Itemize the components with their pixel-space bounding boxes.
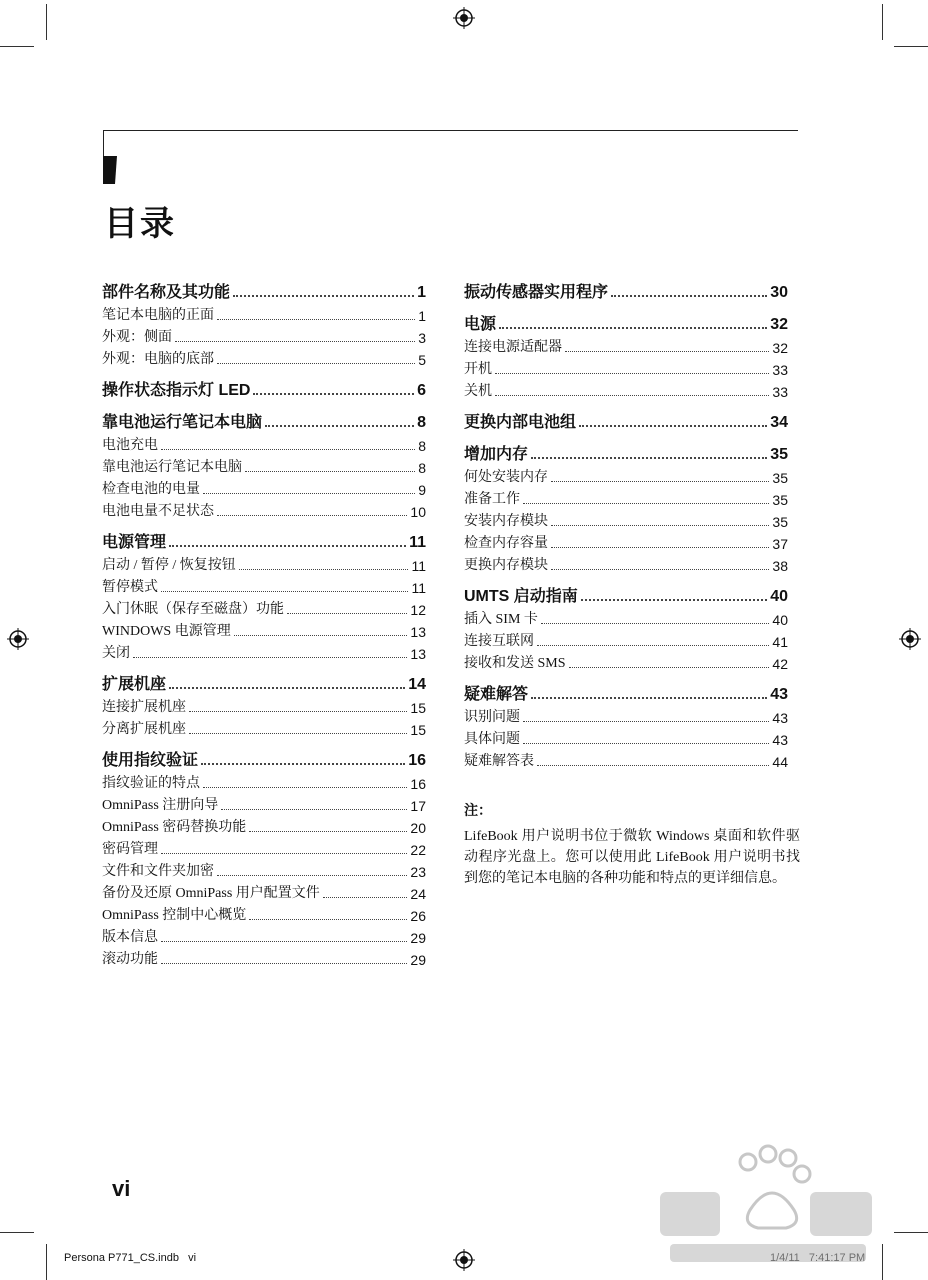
toc-entry-title: 分离扩展机座 bbox=[102, 722, 186, 737]
crop-mark bbox=[894, 1232, 928, 1233]
toc-entry-page: 15 bbox=[410, 700, 426, 716]
toc-leader-dots bbox=[531, 457, 767, 459]
toc-entry[interactable] bbox=[102, 302, 426, 324]
toc-section-page: 8 bbox=[417, 414, 426, 431]
toc-entry-page: 13 bbox=[410, 646, 426, 662]
toc-entry[interactable] bbox=[464, 650, 788, 672]
toc-leader-dots bbox=[537, 765, 769, 766]
toc-entry-page: 22 bbox=[410, 842, 426, 858]
toc-entry-title: 具体问题 bbox=[464, 732, 520, 747]
toc-entry[interactable] bbox=[464, 606, 788, 628]
toc-leader-dots bbox=[133, 657, 407, 658]
toc-entry-title: 识别问题 bbox=[464, 710, 520, 725]
toc-entry-title: 靠电池运行笔记本电脑 bbox=[102, 460, 242, 475]
toc-entry[interactable] bbox=[102, 694, 426, 716]
toc-leader-dots bbox=[565, 351, 769, 352]
toc-section-heading[interactable] bbox=[464, 310, 788, 334]
toc-leader-dots bbox=[239, 569, 409, 570]
toc-section-heading[interactable] bbox=[464, 408, 788, 432]
toc-section-heading[interactable] bbox=[102, 528, 426, 552]
toc-leader-dots bbox=[245, 471, 415, 472]
toc-entry-page: 35 bbox=[772, 492, 788, 508]
toc-entry[interactable] bbox=[102, 596, 426, 618]
toc-section-page: 14 bbox=[408, 676, 426, 693]
toc-entry-page: 42 bbox=[772, 656, 788, 672]
toc-entry[interactable] bbox=[102, 346, 426, 368]
watermark-logo-icon bbox=[650, 1140, 880, 1270]
registration-mark-icon bbox=[453, 1249, 475, 1271]
toc-entry[interactable] bbox=[102, 836, 426, 858]
toc-section-title: 更换内部电池组 bbox=[464, 414, 577, 431]
toc-entry-page: 29 bbox=[410, 952, 426, 968]
toc-entry-title: 备份及还原 OmniPass 用户配置文件 bbox=[102, 886, 320, 901]
toc-section-page: 40 bbox=[770, 588, 788, 605]
toc-leader-dots bbox=[234, 635, 408, 636]
toc-leader-dots bbox=[495, 395, 769, 396]
toc-entry-title: 连接扩展机座 bbox=[102, 700, 186, 715]
toc-section-page: 34 bbox=[770, 414, 788, 431]
toc-entry-page: 13 bbox=[410, 624, 426, 640]
toc-leader-dots bbox=[537, 645, 769, 646]
toc-entry[interactable] bbox=[464, 334, 788, 356]
toc-leader-dots bbox=[611, 295, 767, 297]
toc-entry[interactable] bbox=[102, 716, 426, 738]
toc-entry-page: 33 bbox=[772, 384, 788, 400]
toc-leader-dots bbox=[217, 515, 407, 516]
toc-entry-page: 9 bbox=[418, 482, 426, 498]
toc-entry-title: 更换内存模块 bbox=[464, 558, 548, 573]
toc-entry[interactable] bbox=[464, 378, 788, 400]
toc-leader-dots bbox=[523, 503, 769, 504]
toc-leader-dots bbox=[495, 373, 769, 374]
toc-entry-title: 安装内存模块 bbox=[464, 514, 548, 529]
toc-entry-page: 12 bbox=[410, 602, 426, 618]
toc-section-title: UMTS 启动指南 bbox=[464, 588, 578, 605]
toc-entry-title: 外观：电脑的底部 bbox=[102, 352, 214, 367]
page-title: 目录 bbox=[104, 204, 176, 244]
toc-section-heading[interactable] bbox=[102, 376, 426, 400]
toc-leader-dots bbox=[523, 721, 769, 722]
toc-entry[interactable] bbox=[102, 858, 426, 880]
toc-entry-page: 43 bbox=[772, 732, 788, 748]
toc-entry-title: 电池电量不足状态 bbox=[102, 504, 214, 519]
toc-entry[interactable] bbox=[102, 552, 426, 574]
toc-entry[interactable] bbox=[102, 946, 426, 968]
toc-entry-title: 开机 bbox=[464, 362, 492, 377]
toc-entry-page: 33 bbox=[772, 362, 788, 378]
toc-entry-title: 检查电池的电量 bbox=[102, 482, 200, 497]
crop-mark bbox=[882, 4, 883, 40]
toc-leader-dots bbox=[221, 809, 407, 810]
toc-entry[interactable] bbox=[102, 814, 426, 836]
toc-entry[interactable] bbox=[102, 902, 426, 924]
toc-leader-dots bbox=[217, 319, 415, 320]
toc-section-title: 电源 bbox=[464, 316, 497, 333]
toc-leader-dots bbox=[189, 733, 407, 734]
toc-section-page: 43 bbox=[770, 686, 788, 703]
toc-entry[interactable] bbox=[464, 552, 788, 574]
toc-section-title: 使用指纹验证 bbox=[102, 752, 199, 769]
toc-section-heading[interactable] bbox=[102, 278, 426, 302]
crop-mark bbox=[0, 46, 34, 47]
toc-leader-dots bbox=[161, 963, 407, 964]
toc-entry-title: WINDOWS 电源管理 bbox=[102, 624, 231, 639]
toc-entry-page: 37 bbox=[772, 536, 788, 552]
toc-leader-dots bbox=[161, 853, 407, 854]
toc-leader-dots bbox=[201, 763, 405, 765]
toc-leader-dots bbox=[551, 525, 769, 526]
crop-mark bbox=[0, 1232, 34, 1233]
toc-entry-title: 密码管理 bbox=[102, 842, 158, 857]
toc-entry-title: OmniPass 控制中心概览 bbox=[102, 908, 247, 923]
toc-entry-title: 连接电源适配器 bbox=[464, 340, 562, 355]
header-rule bbox=[103, 130, 798, 131]
toc-leader-dots bbox=[499, 327, 767, 329]
note-box bbox=[464, 800, 800, 889]
toc-leader-dots bbox=[175, 341, 415, 342]
toc-section-heading[interactable] bbox=[102, 408, 426, 432]
toc-section-title: 部件名称及其功能 bbox=[102, 284, 231, 301]
toc-entry[interactable] bbox=[102, 498, 426, 520]
toc-column-left bbox=[102, 278, 426, 968]
toc-leader-dots bbox=[233, 295, 414, 297]
toc-leader-dots bbox=[217, 875, 407, 876]
toc-section-page: 6 bbox=[417, 382, 426, 399]
note-text: LifeBook 用户说明书位于微软 Windows 桌面和软件驱动程序光盘上。您可以使用此 LifeBook 用户说明书找到您的笔记本电脑的各种功能和特点的更详细信息。 bbox=[464, 829, 800, 886]
toc-entry-title: 滚动功能 bbox=[102, 952, 158, 967]
toc-section-title: 操作状态指示灯 LED bbox=[102, 382, 251, 399]
toc-entry-title: 笔记本电脑的正面 bbox=[102, 308, 214, 323]
toc-entry[interactable] bbox=[102, 880, 426, 902]
toc-entry[interactable] bbox=[102, 640, 426, 662]
header-wedge-icon bbox=[103, 156, 117, 184]
toc-entry-page: 15 bbox=[410, 722, 426, 738]
toc-entry-page: 3 bbox=[418, 330, 426, 346]
toc-entry-page: 32 bbox=[772, 340, 788, 356]
toc-leader-dots bbox=[523, 743, 769, 744]
toc-entry-page: 44 bbox=[772, 754, 788, 770]
toc-entry[interactable] bbox=[464, 356, 788, 378]
toc-entry[interactable] bbox=[102, 770, 426, 792]
toc-entry-title: 文件和文件夹加密 bbox=[102, 864, 214, 879]
toc-leader-dots bbox=[169, 545, 406, 547]
toc-leader-dots bbox=[581, 599, 767, 601]
toc-entry-page: 40 bbox=[772, 612, 788, 628]
toc-entry[interactable] bbox=[464, 486, 788, 508]
toc-entry-title: 插入 SIM 卡 bbox=[464, 612, 538, 627]
toc-entry-title: 启动 / 暂停 / 恢复按钮 bbox=[102, 558, 236, 573]
toc-section-heading[interactable] bbox=[102, 670, 426, 694]
toc-leader-dots bbox=[253, 393, 414, 395]
toc-entry-title: 暂停模式 bbox=[102, 580, 158, 595]
toc-leader-dots bbox=[161, 591, 408, 592]
toc-leader-dots bbox=[203, 787, 407, 788]
toc-section-heading[interactable] bbox=[464, 440, 788, 464]
toc-entry[interactable] bbox=[464, 530, 788, 552]
toc-leader-dots bbox=[249, 919, 407, 920]
toc-entry-title: OmniPass 注册向导 bbox=[102, 798, 219, 813]
toc-entry-title: 入门休眠（保存至磁盘）功能 bbox=[102, 602, 284, 617]
footer-file-info: Persona P771_CS.indb vi bbox=[64, 1252, 197, 1264]
toc-section-heading[interactable] bbox=[464, 680, 788, 704]
toc-section-title: 振动传感器实用程序 bbox=[464, 284, 609, 301]
toc-entry-page: 43 bbox=[772, 710, 788, 726]
toc-section-page: 32 bbox=[770, 316, 788, 333]
toc-entry[interactable] bbox=[102, 924, 426, 946]
toc-entry-page: 10 bbox=[410, 504, 426, 520]
toc-entry-page: 17 bbox=[410, 798, 426, 814]
toc-entry[interactable] bbox=[102, 324, 426, 346]
toc-entry-title: OmniPass 密码替换功能 bbox=[102, 820, 247, 835]
toc-entry[interactable] bbox=[464, 508, 788, 530]
toc-entry-page: 8 bbox=[418, 438, 426, 454]
toc-entry-title: 指纹验证的特点 bbox=[102, 776, 200, 791]
toc-entry-title: 电池充电 bbox=[102, 438, 158, 453]
registration-mark-icon bbox=[453, 7, 475, 29]
toc-section-heading[interactable] bbox=[102, 746, 426, 770]
crop-mark bbox=[882, 1244, 883, 1280]
toc-entry[interactable] bbox=[102, 476, 426, 498]
toc-entry[interactable] bbox=[102, 618, 426, 640]
page-number: vi bbox=[112, 1176, 131, 1201]
toc-leader-dots bbox=[551, 569, 769, 570]
toc-leader-dots bbox=[265, 425, 414, 427]
toc-section-title: 扩展机座 bbox=[102, 676, 167, 693]
toc-entry-page: 16 bbox=[410, 776, 426, 792]
toc-entry-page: 35 bbox=[772, 470, 788, 486]
toc-entry-title: 疑难解答表 bbox=[464, 754, 534, 769]
toc-entry-title: 关闭 bbox=[102, 646, 130, 661]
note-label: 注： bbox=[464, 802, 492, 818]
toc-entry-page: 20 bbox=[410, 820, 426, 836]
toc-section-title: 电源管理 bbox=[102, 534, 167, 551]
toc-entry-page: 35 bbox=[772, 514, 788, 530]
toc-entry-page: 1 bbox=[418, 308, 426, 324]
toc-section-heading[interactable] bbox=[464, 582, 788, 606]
toc-entry-title: 接收和发送 SMS bbox=[464, 656, 566, 671]
registration-mark-icon bbox=[899, 628, 921, 650]
toc-entry-page: 26 bbox=[410, 908, 426, 924]
toc-leader-dots bbox=[217, 363, 415, 364]
toc-section-page: 1 bbox=[417, 284, 426, 301]
toc-entry-title: 准备工作 bbox=[464, 492, 520, 507]
toc-entry-page: 11 bbox=[411, 580, 426, 596]
toc-leader-dots bbox=[531, 697, 767, 699]
crop-mark bbox=[894, 46, 928, 47]
toc-leader-dots bbox=[161, 449, 415, 450]
toc-leader-dots bbox=[569, 667, 770, 668]
toc-leader-dots bbox=[551, 481, 769, 482]
toc-entry-title: 外观：侧面 bbox=[102, 330, 172, 345]
toc-entry-page: 38 bbox=[772, 558, 788, 574]
toc-entry[interactable] bbox=[464, 748, 788, 770]
toc-entry[interactable] bbox=[464, 628, 788, 650]
toc-section-title: 增加内存 bbox=[464, 446, 529, 463]
toc-leader-dots bbox=[169, 687, 405, 689]
toc-entry-title: 检查内存容量 bbox=[464, 536, 548, 551]
toc-entry-page: 24 bbox=[410, 886, 426, 902]
toc-section-page: 30 bbox=[770, 284, 788, 301]
toc-entry-title: 何处安装内存 bbox=[464, 470, 548, 485]
toc-section-page: 16 bbox=[408, 752, 426, 769]
toc-section-title: 疑难解答 bbox=[464, 686, 529, 703]
toc-entry[interactable] bbox=[102, 432, 426, 454]
toc-entry[interactable] bbox=[102, 574, 426, 596]
toc-entry-title: 连接互联网 bbox=[464, 634, 534, 649]
toc-leader-dots bbox=[551, 547, 769, 548]
toc-entry[interactable] bbox=[464, 464, 788, 486]
toc-section-heading[interactable] bbox=[464, 278, 788, 302]
toc-entry[interactable] bbox=[464, 726, 788, 748]
toc-entry-page: 11 bbox=[411, 558, 426, 574]
toc-leader-dots bbox=[541, 623, 770, 624]
toc-entry[interactable] bbox=[102, 454, 426, 476]
crop-mark bbox=[46, 4, 47, 40]
toc-entry-page: 8 bbox=[418, 460, 426, 476]
toc-entry-page: 41 bbox=[772, 634, 788, 650]
toc-entry-title: 版本信息 bbox=[102, 930, 158, 945]
toc-leader-dots bbox=[161, 941, 407, 942]
registration-mark-icon bbox=[7, 628, 29, 650]
toc-leader-dots bbox=[249, 831, 407, 832]
toc-entry-page: 29 bbox=[410, 930, 426, 946]
toc-entry[interactable] bbox=[102, 792, 426, 814]
toc-entry-title: 关机 bbox=[464, 384, 492, 399]
toc-leader-dots bbox=[579, 425, 767, 427]
toc-entry-page: 5 bbox=[418, 352, 426, 368]
crop-mark bbox=[46, 1244, 47, 1280]
toc-section-page: 11 bbox=[409, 534, 426, 551]
toc-section-title: 靠电池运行笔记本电脑 bbox=[102, 414, 263, 431]
toc-leader-dots bbox=[287, 613, 407, 614]
toc-leader-dots bbox=[323, 897, 408, 898]
toc-column-right bbox=[464, 278, 788, 770]
toc-leader-dots bbox=[203, 493, 415, 494]
toc-entry-page: 23 bbox=[410, 864, 426, 880]
toc-entry[interactable] bbox=[464, 704, 788, 726]
toc-leader-dots bbox=[189, 711, 407, 712]
toc-section-page: 35 bbox=[770, 446, 788, 463]
